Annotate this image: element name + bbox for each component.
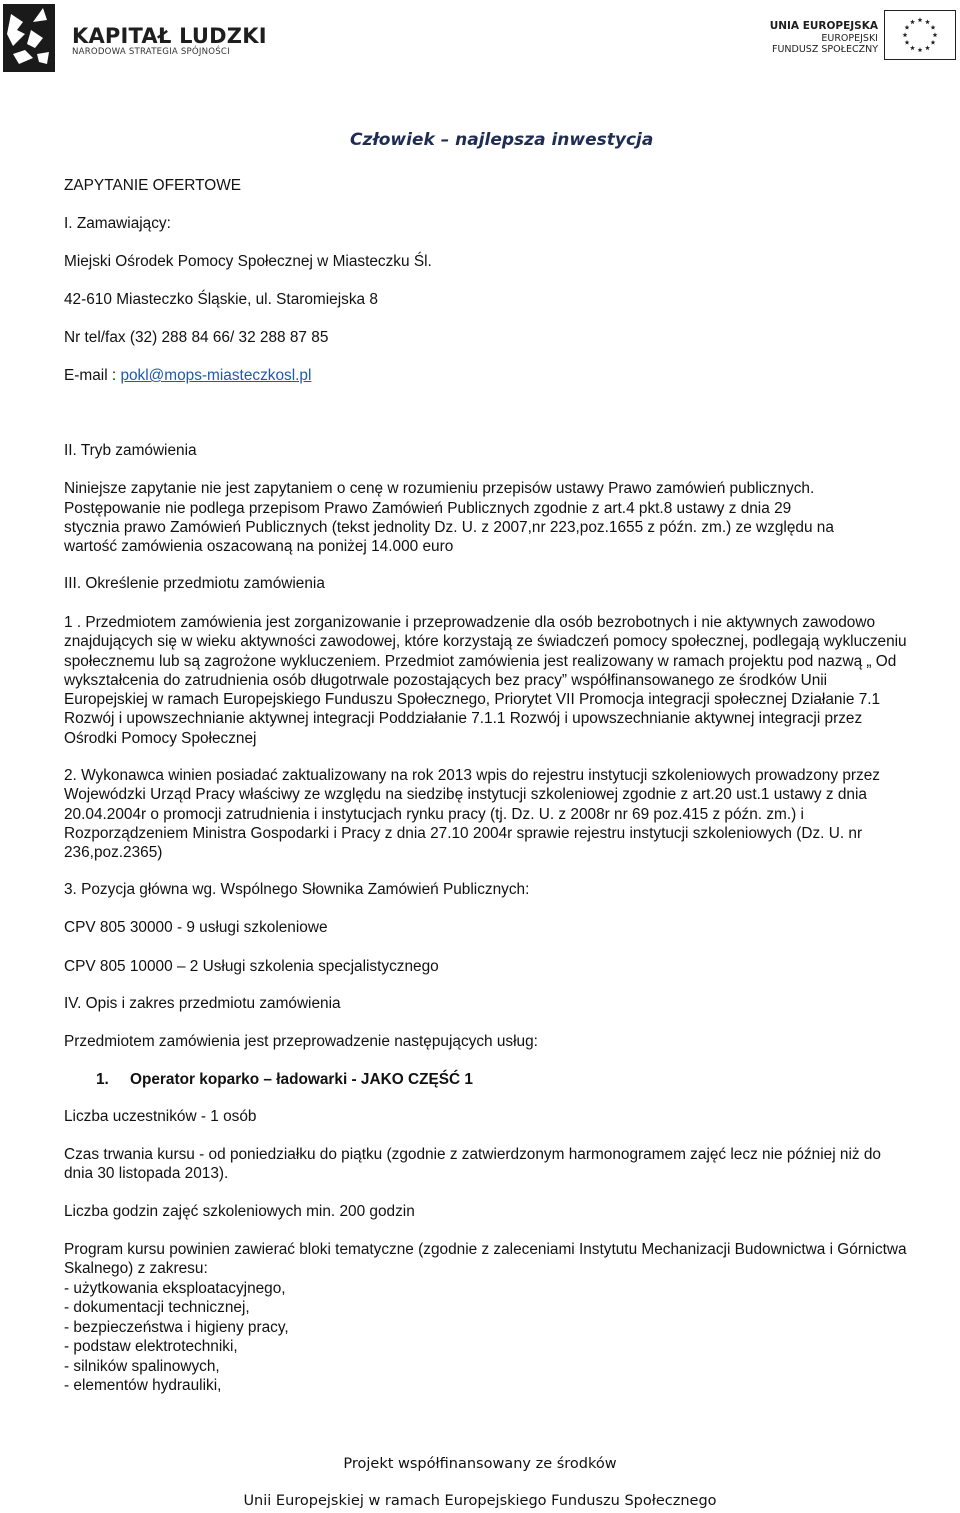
kapital-ludzki-emblem-icon — [3, 4, 55, 72]
section-2-paragraph-1: Niniejsze zapytanie nie jest zapytaniem o cenę w rozumieniu przepisów ustawy Prawo zamówień publicznych. — [64, 480, 815, 497]
course-hours: Liczba godzin zajęć szkoleniowych min. 200 godzin — [64, 1203, 415, 1220]
tagline: Człowiek – najlepsza inwestycja — [350, 130, 654, 150]
program-item: - podstaw elektrotechniki, — [64, 1338, 238, 1355]
footer-line-1: Projekt współfinansowany ze środków — [343, 1456, 617, 1472]
eu-logo-line1: UNIA EUROPEJSKA — [769, 20, 878, 32]
section-3-paragraph-1: 1 . Przedmiotem zamówienia jest zorganizowanie i przeprowadzenie dla osób bezrobotnych i nie aktywnych zawodowo znajdujących się w wieku aktywności zawodowej, które korzystają ze świadczeń pomocy społecznej, podlegają wykluczeniu społecznemu lub są zagrożone wykluczeniem. Przedmiot zamówienia jest realizowany w ramach projektu pod nazwą „ Od wykształcenia do zatrudnienia osób długotrwale pozostających bez pracy” współfinansowanego ze środków Unii Europejskiej w ramach Europejskiego Funduszu Społecznego, Priorytet VII Promocja integracji społecznej Działanie 7.1 Rozwój i upowszechnianie aktywnej integracji Poddziałanie 7.1.1 Rozwój i upowszechnianie aktywnej integracji przez Ośrodki Pomocy Społecznej — [64, 614, 907, 747]
program-intro: Program kursu powinien zawierać bloki tematyczne (zgodnie z zaleceniami Instytutu Mechanizacji Budownictwa i Górnictwa Skalnego) z zakresu: — [64, 1241, 907, 1278]
program-item: - dokumentacji technicznej, — [64, 1299, 250, 1316]
cpv-code-2: CPV 805 10000 – 2 Usługi szkolenia specjalistycznego — [64, 958, 439, 975]
kapital-ludzki-subtitle: NARODOWA STRATEGIA SPÓJNOŚCI — [72, 47, 230, 57]
course-duration: Czas trwania kursu - od poniedziałku do piątku (zgodnie z zatwierdzonym harmonogramem zajęć lecz nie później niż do dnia 30 listopada 2013). — [64, 1146, 881, 1183]
kapital-ludzki-title: KAPITAŁ LUDZKI — [72, 24, 267, 48]
section-3-paragraph-3: 3. Pozycja główna wg. Wspólnego Słownika Zamówień Publicznych: — [64, 881, 530, 898]
section-1-heading: I. Zamawiający: — [64, 215, 171, 232]
contractor-address: 42-610 Miasteczko Śląskie, ul. Staromiejska 8 — [64, 291, 378, 308]
document-title: ZAPYTANIE OFERTOWE — [64, 177, 242, 194]
eu-logo-line3: FUNDUSZ SPOŁECZNY — [772, 44, 878, 55]
section-3-paragraph-2: 2. Wykonawca winien posiadać zaktualizowany na rok 2013 wpis do rejestru instytucji szkoleniowych prowadzony przez Wojewódzki Urząd Pracy właściwy ze względu na siedzibę instytucji szkoleniowej zgodnie z art.20 ust.1 ustawy z dnia 20.04.2004r o promocji zatrudnienia i instytucjach rynku pracy (tj. Dz. U. z 2008r nr 69 poz.415 z późn. zm.) i Rozporządzeniem Ministra Gospodarki i Pracy z dnia 27.10 2004r sprawie rejestru instytucji szkoleniowych (Dz. U. nr 236,poz.2365) — [64, 767, 880, 862]
section-4-heading: IV. Opis i zakres przedmiotu zamówienia — [64, 995, 341, 1012]
section-2-paragraph-2-line-1: Postępowanie nie podlega przepisom Prawo Zamówień Publicznych zgodnie z art.4 pkt.8 ustawy z dnia 29 — [64, 500, 792, 517]
program-item: - silników spalinowych, — [64, 1358, 220, 1375]
eu-flag-icon — [884, 10, 956, 60]
eu-logo-line2: EUROPEJSKI — [821, 33, 878, 44]
program-item: - bezpieczeństwa i higieny pracy, — [64, 1319, 289, 1336]
section-2-paragraph-2-line-2: stycznia prawo Zamówień Publicznych (tekst jednolity Dz. U. z 2007,nr 223,poz.1655 z późn. zm.) ze względu na — [64, 519, 834, 536]
program-item: - elementów hydrauliki, — [64, 1377, 222, 1394]
footer-line-2: Unii Europejskiej w ramach Europejskiego Funduszu Społecznego — [243, 1493, 717, 1509]
item-1-title: Operator koparko – ładowarki - JAKO CZĘŚĆ 1 — [130, 1071, 473, 1088]
section-3-heading: III. Określenie przedmiotu zamówienia — [64, 575, 325, 592]
contractor-email-line — [64, 366, 311, 385]
program-item: - użytkowania eksploatacyjnego, — [64, 1280, 286, 1297]
participants-count: Liczba uczestników - 1 osób — [64, 1108, 257, 1125]
section-4-intro: Przedmiotem zamówienia jest przeprowadzenie następujących usług: — [64, 1033, 538, 1050]
section-2-paragraph-2-line-3: wartość zamówienia oszacowaną na poniżej 14.000 euro — [64, 538, 454, 555]
section-2-heading: II. Tryb zamówienia — [64, 442, 197, 459]
item-1-number: 1. — [96, 1071, 109, 1088]
cpv-code-1: CPV 805 30000 - 9 usługi szkoleniowe — [64, 919, 328, 936]
contractor-phone: Nr tel/fax (32) 288 84 66/ 32 288 87 85 — [64, 329, 329, 346]
email-link[interactable]: pokl@mops-miasteczkosl.pl — [120, 367, 312, 384]
contractor-name: Miejski Ośrodek Pomocy Społecznej w Miasteczku Śl. — [64, 253, 432, 270]
email-label: E-mail : — [64, 367, 121, 384]
